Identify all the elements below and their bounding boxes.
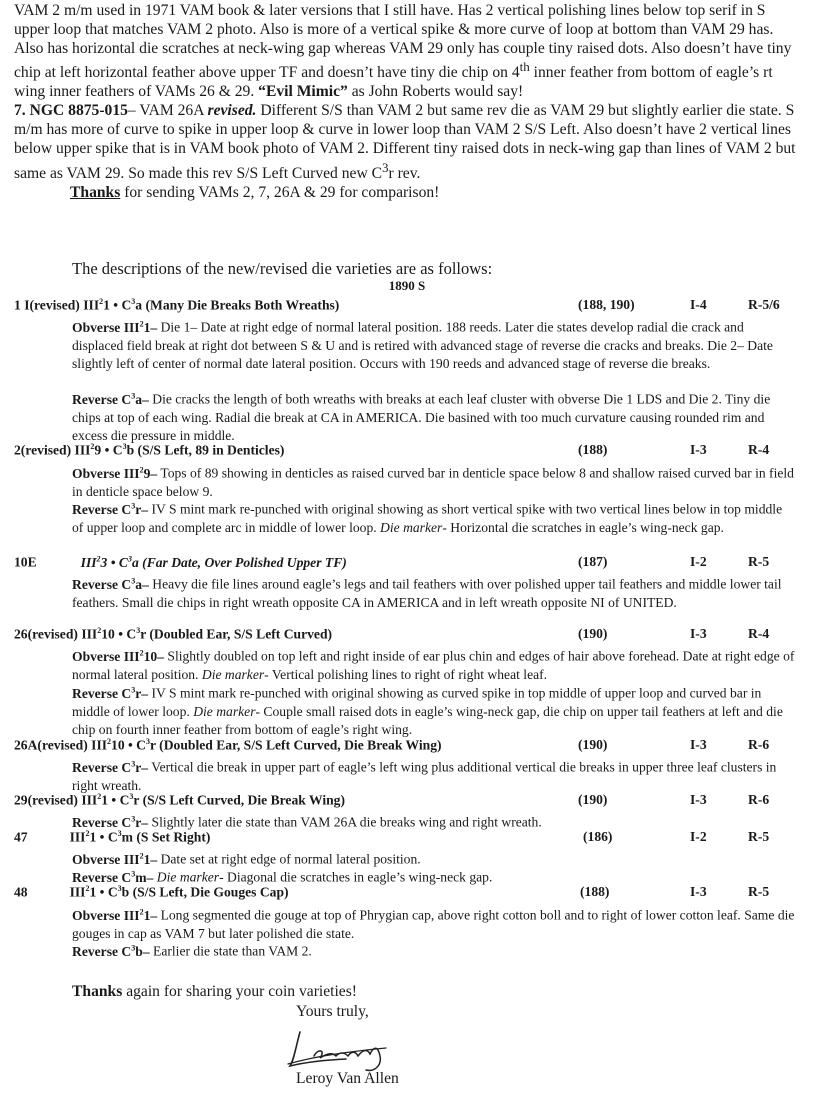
- variety-1-id: 1 I(revised): [14, 297, 80, 313]
- variety-7-obverse-label-b: 1–: [143, 851, 158, 867]
- thanks-line: [72, 983, 357, 1001]
- variety-7-die-rest: 1 • C: [89, 829, 118, 845]
- intro-paragraph-2: [14, 102, 804, 183]
- variety-7-die: III: [69, 829, 86, 845]
- variety-4-title: r (Doubled Ear, S/S Left Curved): [140, 626, 333, 642]
- variety-1-rev-sup: 3: [131, 297, 136, 306]
- variety-2-obverse: [72, 461, 796, 501]
- variety-4-interest: I-3: [690, 626, 707, 641]
- intro-p2-text-b: Different S/S than VAM 2 but same rev die as VAM 29 but slightly earlier die state. S m/m has more of curve to spike in upper loop & curve in lower loop than VAM 2 S/S Left. Also doesn’t have 2 vertical lines below upper spike that is in VAM book photo of VAM 2. Different tiny raised dots in neck-wing gap than lines of VAM 2 but same as VAM 29. So made this rev S/S Left Curved new C: [14, 102, 796, 182]
- variety-8-reverse: [72, 939, 796, 961]
- variety-2-reverse-sup: 3: [131, 501, 136, 510]
- variety-5-die: III: [91, 737, 108, 753]
- variety-2-die-rest: 9 • C: [94, 442, 123, 458]
- variety-8-id: 48: [14, 884, 28, 900]
- variety-3-die: III: [80, 554, 97, 570]
- variety-2-obverse-label-b: 9–: [143, 465, 158, 481]
- variety-1-obverse-sup: 2: [139, 319, 144, 328]
- variety-5-rarity: R-6: [748, 737, 770, 752]
- variety-1-die-sup: 2: [99, 297, 104, 306]
- variety-7-rev-sup: 3: [117, 829, 122, 838]
- variety-4-reverse-sup: 3: [131, 685, 136, 694]
- variety-6-die: III: [81, 792, 98, 808]
- variety-3-die-rest: 3 • C: [100, 554, 128, 570]
- variety-1-obverse: [72, 315, 796, 373]
- variety-2-interest: I-3: [690, 442, 707, 457]
- variety-4-reverse-label-b: r–: [135, 685, 149, 701]
- intro-section: [14, 2, 804, 202]
- variety-3-reverse-text: Heavy die file lines around eagle’s legs and tail feathers with over polished upper tail feathers and middle lower tail feathers. Small die chips in right wreath opposite CA in AMERICA and in left wreath opposite NI of UNITED.: [72, 576, 782, 610]
- variety-5-reverse-label: Reverse C: [72, 759, 132, 775]
- variety-5-die-rest: 10 • C: [111, 737, 146, 753]
- variety-7-reverse-text: - Diagonal die scratches in eagle’s wing-neck gap.: [219, 869, 493, 885]
- variety-6-reverse-text: Slightly later die state than VAM 26A die breaks wing and right wreath.: [148, 814, 542, 830]
- variety-7-obverse-text: Date set at right edge of normal lateral position.: [157, 851, 421, 867]
- variety-5-reverse-sup: 3: [131, 759, 136, 768]
- variety-8-reverse-text: Earlier die state than VAM 2.: [149, 943, 312, 959]
- variety-7-reeds: (186): [583, 829, 613, 844]
- variety-2-reverse-label: Reverse C: [72, 501, 132, 517]
- variety-4-obverse-text-a: Slightly doubled on top left and right inside of ear plus chin and edges of hair above forehead. Date at right edge of normal lateral position.: [72, 648, 795, 682]
- variety-4-obverse-text-b: - Vertical polishing lines to right of right wheat leaf.: [264, 666, 548, 682]
- variety-4-die-sup: 2: [97, 626, 102, 635]
- variety-1-obverse-text: Die 1– Date at right edge of normal lateral position. 188 reeds. Later die states develop radial die crack and displaced field break at right dot between S & U and is retired with advanced stage of reverse die cracks and breaks. Die 2– Date slightly left of center of normal date lateral position. Occurs with 190 reeds and advanced stage of reverse die breaks.: [72, 319, 773, 371]
- variety-6-interest: I-3: [690, 792, 707, 807]
- variety-6-reverse-label-b: r–: [135, 814, 149, 830]
- intro-p2-sup: 3: [382, 159, 389, 175]
- variety-6-reeds: (190): [578, 792, 608, 807]
- variety-7-obverse-sup: 2: [139, 851, 144, 860]
- variety-5-die-sup: 2: [107, 737, 112, 746]
- variety-7-title: m (S Set Right): [121, 829, 211, 845]
- variety-2-id: 2(revised): [14, 442, 72, 458]
- thanks-text: again for sharing your coin varieties!: [122, 983, 357, 1000]
- variety-5-interest: I-3: [690, 737, 707, 752]
- variety-8-obverse-sup: 2: [139, 907, 144, 916]
- variety-8-obverse: [72, 903, 796, 943]
- variety-3-heading: [14, 554, 347, 571]
- variety-6-reverse-label: Reverse C: [72, 814, 132, 830]
- variety-4-reeds: (190): [578, 626, 608, 641]
- intro-p1-text-c: as John Roberts would say!: [347, 83, 524, 101]
- variety-6-die-sup: 2: [97, 792, 102, 801]
- variety-2-die: III: [74, 442, 91, 458]
- variety-3-die-sup: 2: [96, 554, 101, 563]
- descriptions-heading: The descriptions of the new/revised die varieties are as follows:: [72, 259, 493, 278]
- variety-2-title: b (S/S Left, 89 in Denticles): [126, 442, 285, 458]
- intro-p2-text-a: – VAM 26A: [127, 102, 208, 120]
- variety-2-reverse-text-b: - Horizontal die scratches in eagle’s wing-neck gap.: [442, 519, 724, 535]
- variety-1-title: a (Many Die Breaks Both Wreaths): [135, 297, 340, 313]
- variety-8-rarity: R-5: [748, 884, 770, 899]
- variety-6-title: r (S/S Left Curved, Die Break Wing): [133, 792, 345, 808]
- variety-8-reverse-label-b: b–: [135, 943, 150, 959]
- intro-p2-italic: revised.: [207, 102, 257, 120]
- variety-8-reeds: (188): [580, 884, 610, 899]
- variety-8-reverse-label: Reverse C: [72, 943, 132, 959]
- variety-6-reverse-sup: 3: [131, 814, 136, 823]
- variety-3-reverse-label: Reverse C: [72, 576, 132, 592]
- variety-3-rarity: R-5: [748, 554, 770, 569]
- variety-3-title: a (Far Date, Over Polished Upper TF): [131, 554, 347, 570]
- variety-4-die: III: [81, 626, 98, 642]
- variety-8-die: III: [69, 884, 86, 900]
- variety-7-reverse-label-b: m–: [135, 869, 154, 885]
- variety-2-rev-sup: 3: [122, 442, 127, 451]
- variety-7-die-sup: 2: [85, 829, 90, 838]
- variety-2-heading: [14, 442, 284, 459]
- intro-p1-text-b: inner feather from bottom of eagle’s rt wing inner feathers of VAMs 26 & 29.: [14, 64, 773, 101]
- variety-5-reeds: (190): [578, 737, 608, 752]
- variety-5-reverse-label-b: r–: [135, 759, 149, 775]
- variety-5-rev-sup: 3: [146, 737, 150, 746]
- variety-4-obverse-sup: 2: [139, 648, 144, 657]
- variety-2-obverse-sup: 2: [139, 465, 144, 474]
- closing: Yours truly,: [296, 1003, 369, 1020]
- intro-p3-text: for sending VAMs 2, 7, 26A & 29 for comparison!: [120, 183, 440, 201]
- variety-3-reverse: [72, 572, 796, 612]
- variety-8-obverse-label-b: 1–: [143, 907, 158, 923]
- thanks-bold: Thanks: [72, 983, 123, 1000]
- variety-4-obverse-label-b: 10–: [143, 648, 164, 664]
- variety-5-id: 26A(revised): [14, 737, 88, 753]
- variety-1-reeds: (188, 190): [578, 297, 635, 312]
- variety-1-reverse-label-b: a–: [135, 391, 149, 407]
- variety-4-id: 26(revised): [14, 626, 78, 642]
- intro-p1-text-a: VAM 2 m/m used in 1971 VAM book & later versions that I still have. Has 2 vertical polishing lines below top serif in S upper loop that matches VAM 2 photo. Also is more of a vertical spike & more curve of loop at bottom than VAM 29 has. Also has horizontal die scratches at neck-wing gap whereas VAM 29 only has couple tiny raised dots. Also doesn’t have tiny chip at left horizontal feather above upper TF and doesn’t have tiny die chip on 4: [14, 2, 792, 82]
- variety-2-reverse-text-a: IV S mint mark re-punched with original showing as short vertical spike with two vertical lines below in top middle of upper loop and complete arc in middle of lower loop.: [72, 501, 783, 535]
- variety-4-reverse-italic: Die marker: [193, 703, 256, 719]
- variety-2-reverse: [72, 497, 796, 537]
- variety-7-reverse-label: Reverse C: [72, 869, 132, 885]
- variety-2-reeds: (188): [578, 442, 608, 457]
- variety-7-obverse-label: Obverse III: [72, 851, 140, 867]
- variety-6-die-rest: 1 • C: [101, 792, 130, 808]
- variety-2-obverse-label: Obverse III: [72, 465, 140, 481]
- variety-6-rarity: R-6: [748, 792, 770, 807]
- variety-3-reeds: (187): [578, 554, 608, 569]
- variety-3-rev-sup: 3: [127, 554, 132, 563]
- variety-7-interest: I-2: [690, 829, 707, 844]
- variety-1-die: III: [83, 297, 100, 313]
- variety-1-reverse-text: Die cracks the length of both wreaths with breaks at each leaf cluster with obverse Die 1 LDS and Die 2. Tiny die chips at top of each wing. Radial die break at CA in AMERICA. Die basined with too much curvature causing rounded rim and excess die pressure in middle.: [72, 391, 771, 443]
- variety-5-title: r (Doubled Ear, S/S Left Curved, Die Break Wing): [150, 737, 442, 753]
- variety-8-die-sup: 2: [85, 884, 90, 893]
- signer-name: Leroy Van Allen: [296, 1070, 399, 1087]
- variety-2-reverse-label-b: r–: [135, 501, 149, 517]
- variety-8-obverse-text: Long segmented die gouge at top of Phrygian cap, above right cotton boll and to right of lower cotton leaf. Same die gouges in cap as VAM 7 but later polished die state.: [72, 907, 795, 941]
- variety-4-obverse-italic: Die marker: [201, 666, 265, 682]
- variety-7-rarity: R-5: [748, 829, 770, 844]
- variety-8-heading: [14, 884, 289, 901]
- variety-1-interest: I-4: [690, 297, 707, 312]
- variety-4-heading: [14, 626, 332, 643]
- variety-8-rev-sup: 3: [117, 884, 122, 893]
- variety-4-reverse-label: Reverse C: [72, 685, 132, 701]
- variety-7-id: 47: [14, 829, 28, 845]
- variety-6-rev-sup: 3: [129, 792, 134, 801]
- variety-4-rev-sup: 3: [136, 626, 141, 635]
- variety-4-reverse-text-a: IV S mint mark re-punched with original showing as curved spike in top middle of upper loop and curved bar in middle of lower loop.: [72, 685, 762, 719]
- variety-4-die-rest: 10 • C: [101, 626, 137, 642]
- intro-paragraph-3: [14, 184, 804, 203]
- variety-1-heading: [14, 297, 339, 314]
- variety-2-die-sup: 2: [90, 442, 95, 451]
- variety-8-reverse-sup: 3: [131, 943, 136, 952]
- variety-7-reverse-sup: 3: [131, 869, 136, 878]
- variety-1-obverse-label-b: 1–: [143, 319, 158, 335]
- variety-3-reverse-sup: 3: [131, 576, 136, 585]
- intro-p3-underlined: Thanks: [70, 183, 121, 201]
- variety-8-interest: I-3: [690, 884, 707, 899]
- variety-3-id: 10E: [14, 554, 37, 570]
- intro-p2-text-c: r rev.: [388, 164, 421, 182]
- year-heading: 1890 S: [388, 278, 426, 293]
- variety-3-interest: I-2: [690, 554, 707, 569]
- variety-3-reverse-label-b: a–: [135, 576, 149, 592]
- variety-4-rarity: R-4: [748, 626, 770, 641]
- variety-4-obverse-label: Obverse III: [72, 648, 140, 664]
- intro-paragraph-1: [14, 2, 804, 102]
- variety-4-obverse: [72, 644, 796, 684]
- variety-1-rarity: R-5/6: [748, 297, 780, 312]
- variety-8-die-rest: 1 • C: [89, 884, 118, 900]
- signature-image: [286, 1026, 406, 1072]
- variety-1-reverse-sup: 3: [131, 391, 136, 400]
- variety-1-reverse-label: Reverse C: [72, 391, 132, 407]
- variety-2-obverse-text: Tops of 89 showing in denticles as raised curved bar in denticle space below 8 and shallow raised curved bar in field in denticle space below 9.: [72, 465, 794, 499]
- variety-1-reverse: [72, 387, 796, 445]
- variety-1-obverse-label: Obverse III: [72, 319, 140, 335]
- variety-6-id: 29(revised): [14, 792, 78, 808]
- variety-2-reverse-italic: Die marker: [380, 519, 443, 535]
- variety-8-obverse-label: Obverse III: [72, 907, 140, 923]
- variety-8-title: b (S/S Left, Die Gouges Cap): [121, 884, 289, 900]
- variety-2-rarity: R-4: [748, 442, 770, 457]
- variety-7-heading: [14, 829, 210, 846]
- variety-4-reverse: [72, 681, 796, 739]
- variety-7-reverse-italic: Die marker: [153, 869, 220, 885]
- variety-5-heading: [14, 737, 442, 754]
- variety-6-heading: [14, 792, 345, 809]
- variety-1-die-rest: 1 • C: [103, 297, 132, 313]
- intro-p1-sup: th: [519, 59, 530, 75]
- variety-4-reverse-text-b: - Couple small raised dots in eagle’s wing-neck gap, die chip on upper tail feathers at left and die chip on fourth inner feather from bottom of eagle’s right wing.: [72, 703, 783, 737]
- intro-p1-bold: “Evil Mimic”: [258, 83, 348, 101]
- intro-p2-bold: 7. NGC 8875-015: [14, 102, 128, 120]
- variety-5-reverse: [72, 755, 796, 795]
- variety-5-reverse-text: Vertical die break in upper part of eagle’s left wing plus additional vertical die breaks in upper three leaf clusters in right wreath.: [72, 759, 777, 793]
